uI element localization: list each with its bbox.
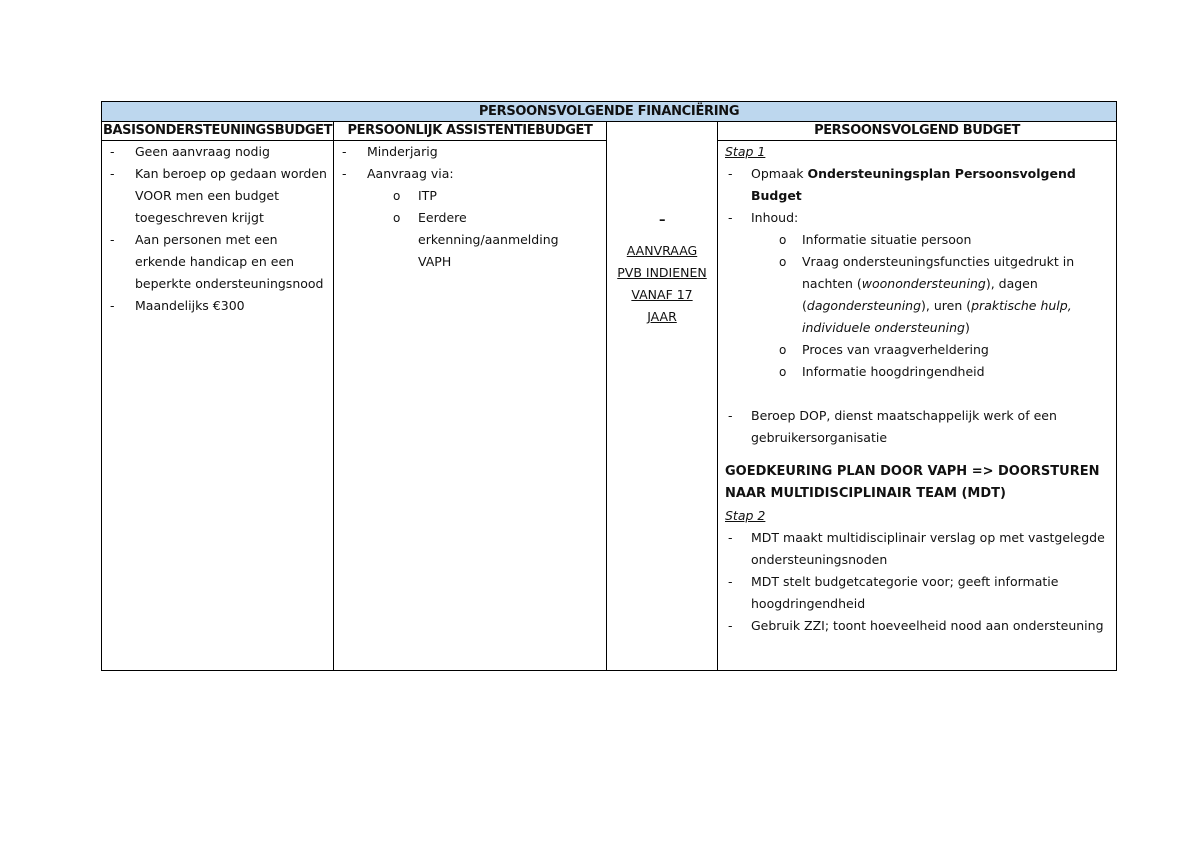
list-item: - MDT stelt budgetcategorie voor; geeft informatie hoogdringendheid [728, 574, 1059, 611]
sub-list-item: o Informatie hoogdringendheid [779, 364, 985, 379]
sub-list-item: o Eerdere erkenning/aanmelding VAPH [393, 210, 559, 269]
header-persoonlijk-assistentiebudget: PERSOONLIJK ASSISTENTIEBUDGET [334, 122, 607, 141]
list-item: - Minderjarig [342, 144, 438, 159]
basis-budget-cell [102, 141, 334, 671]
header-basisondersteuningsbudget: BASISONDERSTEUNINGSBUDGET [102, 122, 334, 141]
list-item: - Gebruik ZZI; toont hoeveelheid nood aan ondersteuning [728, 618, 1104, 633]
middle-column [607, 122, 718, 671]
list-item: - Beroep DOP, dienst maatschappelijk werk of een gebruikersorganisatie [728, 408, 1057, 445]
step1-label: Stap 1 [725, 144, 766, 159]
list-item: - Kan beroep op gedaan worden VOOR men een budget toegeschreven krijgt [110, 166, 327, 225]
table-title: PERSOONSVOLGENDE FINANCIËRING [102, 102, 1117, 122]
list-item: - Aanvraag via: [342, 166, 454, 181]
list-item: - Opmaak Ondersteuningsplan Persoonsvolgend Budget [728, 166, 1076, 203]
list-item: - Geen aanvraag nodig [110, 144, 270, 159]
sub-list-item: o Proces van vraagverheldering [779, 342, 989, 357]
middle-dash: – [658, 213, 666, 228]
approval-heading: GOEDKEURING PLAN DOOR VAPH => DOORSTUREN NAAR MULTIDISCIPLINAIR TEAM (MDT) [725, 464, 1100, 501]
list-item: - Maandelijks €300 [110, 298, 245, 313]
list-item: - MDT maakt multidisciplinair verslag op met vastgelegde ondersteuningsnoden [728, 530, 1105, 567]
sub-list-item: o ITP [393, 188, 437, 203]
persoonsvolgend-budget-cell [718, 141, 1117, 671]
header-persoonsvolgend-budget: PERSOONSVOLGEND BUDGET [718, 122, 1117, 141]
financing-table [101, 101, 1117, 671]
sub-list-item: o Informatie situatie persoon [779, 232, 972, 247]
pvb-request-note: AANVRAAG PVB INDIENEN VANAF 17 JAAR [617, 243, 707, 324]
list-item: - Aan personen met een erkende handicap en een beperkte ondersteuningsnood [110, 232, 324, 291]
sub-list-item: o Vraag ondersteuningsfuncties uitgedrukt in nachten (woonondersteuning), dagen (dagondersteuning), uren (praktische hulp, individuele ondersteuning) [779, 254, 1075, 335]
step2-label: Stap 2 [725, 508, 766, 523]
list-item: - Inhoud: [728, 210, 799, 225]
assistentie-budget-cell [334, 141, 607, 671]
